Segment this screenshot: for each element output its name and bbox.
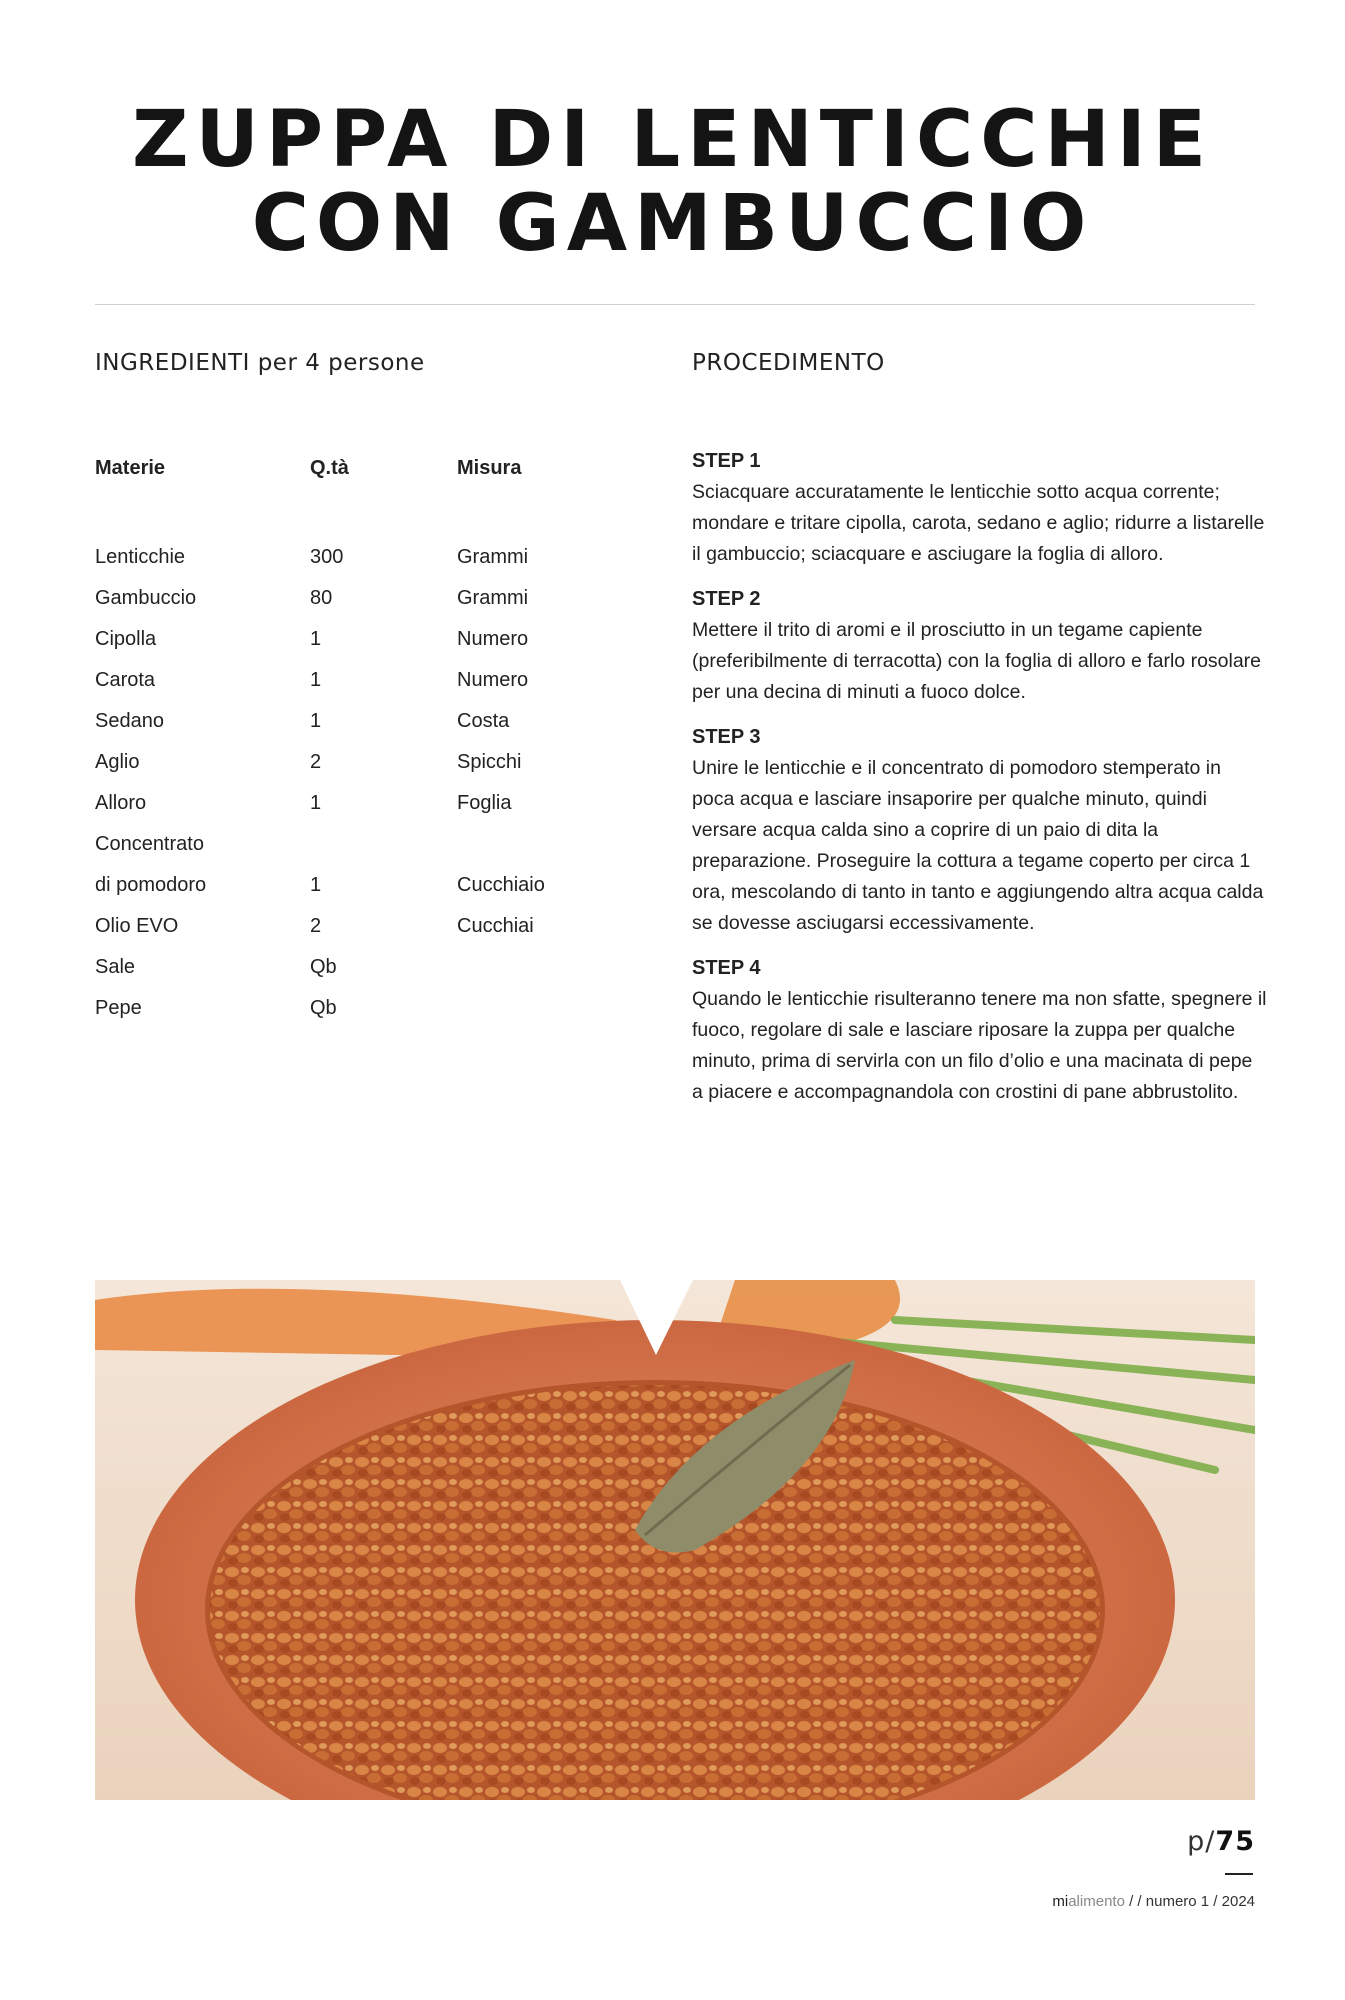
ingredient-row xyxy=(95,660,615,701)
ingredient-qty: 2 xyxy=(310,915,322,937)
column-header-qta: Q.tà xyxy=(310,457,349,479)
ingredient-name: Aglio xyxy=(95,751,140,773)
ingredient-name: Olio EVO xyxy=(95,915,179,937)
step-title: STEP 1 xyxy=(692,450,761,472)
lentil-soup-photo xyxy=(95,1280,1255,1800)
ingredient-row xyxy=(95,537,615,578)
ingredient-qty: 1 xyxy=(310,792,322,814)
ingredient-unit: Numero xyxy=(457,669,529,691)
ingredients-header-row xyxy=(95,448,615,489)
page-number-value: 75 xyxy=(1215,1826,1255,1857)
step-4 xyxy=(692,953,1267,1108)
step-text: Sciacquare accuratamente le lenticchie sotto acqua corrente; mondare e tritare cipolla, carota, sedano e aglio; ridurre a listarelle il gambuccio; sciacquare e asciugare la foglia di alloro. xyxy=(692,481,1265,565)
ingredients-heading: INGREDIENTI per 4 persone xyxy=(95,350,425,376)
ingredient-name: Concentrato xyxy=(95,833,204,855)
magazine-footer xyxy=(1052,1893,1255,1910)
ingredient-unit: Costa xyxy=(457,710,510,732)
ingredient-qty: 1 xyxy=(310,710,322,732)
title-line-1: ZUPPA DI LENTICCHIE xyxy=(131,95,1214,185)
ingredient-row xyxy=(95,742,615,783)
ingredient-row xyxy=(95,783,615,824)
page-number-underline xyxy=(1225,1873,1253,1875)
step-1 xyxy=(692,446,1267,570)
title-line-2: CON GAMBUCCIO xyxy=(251,179,1094,269)
ingredient-qty: 1 xyxy=(310,628,322,650)
ingredient-unit: Grammi xyxy=(457,546,529,568)
ingredient-name: Pepe xyxy=(95,997,142,1019)
brand-mi: mi xyxy=(1052,1893,1069,1910)
ingredient-unit: Grammi xyxy=(457,587,529,609)
ingredient-unit: Foglia xyxy=(457,792,512,814)
ingredient-qty: 1 xyxy=(310,874,322,896)
step-title: STEP 2 xyxy=(692,588,761,610)
procedure-steps xyxy=(692,446,1267,1122)
step-text: Quando le lenticchie risulteranno tenere ma non sfatte, spegnere il fuoco, regolare di sale e lasciare riposare la zuppa per qualche minuto, prima di servirla con un filo d’olio e una macinata di pepe a piacere e accompagnandola con crostini di pane abbrustolito. xyxy=(692,988,1267,1103)
step-title: STEP 4 xyxy=(692,957,761,979)
procedure-heading: PROCEDIMENTO xyxy=(692,350,885,376)
ingredient-unit: Spicchi xyxy=(457,751,522,773)
ingredient-row xyxy=(95,619,615,660)
ingredient-name: Gambuccio xyxy=(95,587,197,609)
ingredient-row xyxy=(95,906,615,947)
issue-info: / / numero 1 / 2024 xyxy=(1124,1893,1255,1910)
ingredient-row xyxy=(95,701,615,742)
ingredient-name: Alloro xyxy=(95,792,147,814)
ingredient-name: Lenticchie xyxy=(95,546,186,568)
ingredient-name: Carota xyxy=(95,669,156,691)
step-2 xyxy=(692,584,1267,708)
ingredient-qty: Qb xyxy=(310,997,337,1019)
ingredient-name: Sale xyxy=(95,956,136,978)
ingredient-row xyxy=(95,988,615,1029)
ingredient-row xyxy=(95,578,615,619)
ingredient-name: Sedano xyxy=(95,710,164,732)
title-divider xyxy=(95,304,1255,305)
page-prefix: p/ xyxy=(1187,1826,1216,1857)
recipe-title xyxy=(0,95,1345,269)
ingredient-row xyxy=(95,865,615,906)
ingredient-qty: 2 xyxy=(310,751,322,773)
ingredient-row xyxy=(95,947,615,988)
page-number xyxy=(1187,1826,1255,1857)
ingredient-name: di pomodoro xyxy=(95,874,207,896)
ingredient-unit: Cucchiaio xyxy=(457,874,545,896)
step-3 xyxy=(692,722,1267,939)
step-text: Mettere il trito di aromi e il prosciutto in un tegame capiente (preferibilmente di terracotta) con la foglia di alloro e farlo rosolare per una decina di minuti a fuoco dolce. xyxy=(692,619,1262,703)
brand-alimento: alimento xyxy=(1068,1893,1125,1910)
ingredients-table xyxy=(95,448,615,1029)
column-header-materie: Materie xyxy=(95,457,166,479)
ingredient-unit: Cucchiai xyxy=(457,915,534,937)
ingredient-qty: Qb xyxy=(310,956,337,978)
step-text: Unire le lenticchie e il concentrato di pomodoro stemperato in poca acqua e lasciare insaporire per qualche minuto, quindi versare acqua calda sino a coprire di un paio di dita la preparazione. Proseguire la cottura a tegame coperto per circa 1 ora, mescolando di tanto in tanto e aggiungendo altra acqua calda se dovesse asciugarsi eccessivamente. xyxy=(692,757,1264,934)
ingredient-name: Cipolla xyxy=(95,628,157,650)
column-header-misura: Misura xyxy=(457,457,522,479)
ingredient-qty: 80 xyxy=(310,587,333,609)
ingredient-qty: 1 xyxy=(310,669,322,691)
ingredient-unit: Numero xyxy=(457,628,529,650)
ingredient-qty: 300 xyxy=(310,546,344,568)
ingredient-row xyxy=(95,824,615,865)
step-title: STEP 3 xyxy=(692,726,761,748)
